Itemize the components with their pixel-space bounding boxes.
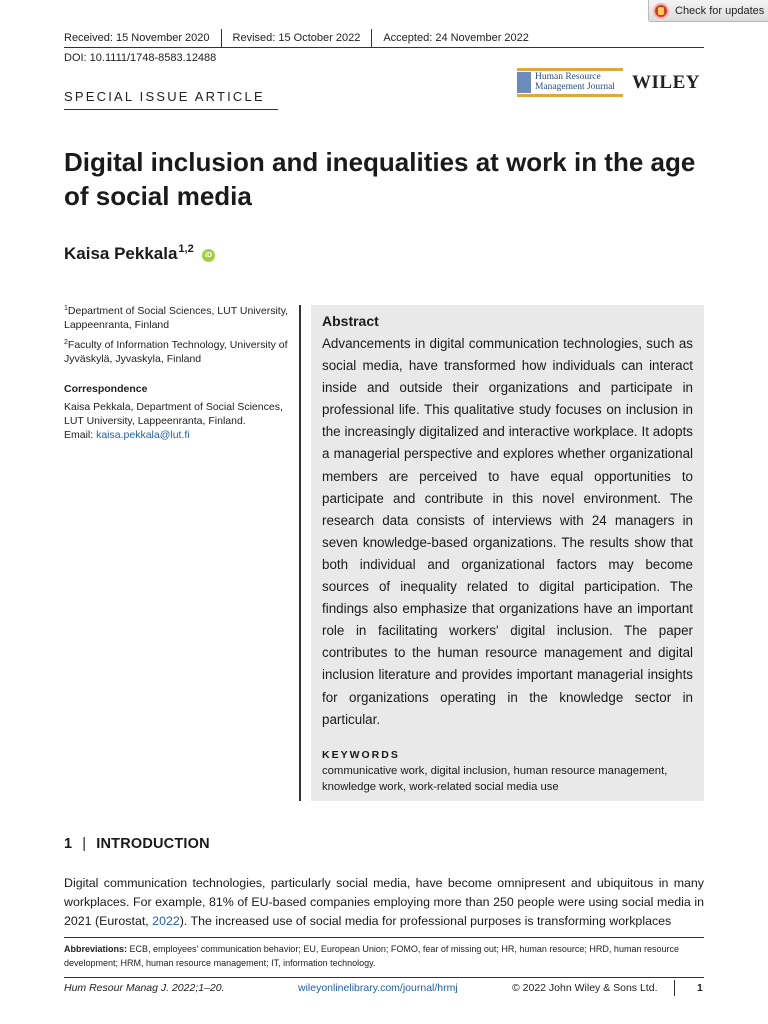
author-name[interactable] bbox=[64, 243, 194, 264]
affiliation-1 bbox=[64, 302, 292, 332]
accepted-date: Accepted: 24 November 2022 bbox=[383, 32, 529, 44]
abstract-heading: Abstract bbox=[322, 313, 379, 329]
doi: DOI: 10.1111/1748-8583.12488 bbox=[64, 52, 217, 64]
abbreviations-footnote bbox=[64, 942, 704, 970]
affiliation-mark: 2 bbox=[64, 339, 68, 346]
section-number: 1 bbox=[64, 836, 73, 852]
journal-logo-line2: Management Journal bbox=[535, 82, 615, 92]
author-affiliation-marks: 1,2 bbox=[178, 243, 194, 255]
correspondence-heading: Correspondence bbox=[64, 383, 148, 395]
date-divider bbox=[371, 29, 372, 47]
section-separator: | bbox=[82, 836, 87, 852]
footnote-rule bbox=[64, 937, 704, 938]
abstract-text: Advancements in digital communication technologies, such as social media, have transformed how individuals can interact inside and outside their organizations and participate in professional life. This qualitative study focuses on inclusion in the increasingly digitalized and interactive workplace. It adopts a managerial perspective and explores whether organizational members are perceived to have equal opportunities to participate and contribute in this novel environment. The research data consists of interviews with 24 managers in seven knowledge-based organizations. The results show that both individual and organizational factors may become sources of inequality related to digital participation. The findings also emphasize that organizations have an important role in facilitating workers' digital inclusion. The paper contributes to the human resource management and digital inclusion literature and provides important managerial insights for organizations operating in the knowledge sector in particular. bbox=[322, 336, 693, 727]
affiliation-mark: 1 bbox=[64, 305, 68, 312]
keywords: communicative work, digital inclusion, human resource management, knowledge work, work-related social media use bbox=[322, 765, 668, 793]
logo-bar bbox=[517, 94, 623, 97]
publisher-logo: WILEY bbox=[632, 72, 700, 93]
revised-date: Revised: 15 October 2022 bbox=[232, 32, 361, 44]
keywords-heading: KEYWORDS bbox=[322, 749, 400, 761]
footer-rule bbox=[64, 977, 704, 978]
check-for-updates-label: Check for updates bbox=[675, 4, 765, 17]
footnote-text: ECB, employees' communication behavior; EU, European Union; FOMO, fear of missing out; HR, human resource; HRD, human resource development; HRM, human resource management; IT, information technology. bbox=[64, 944, 679, 968]
author-name-text: Kaisa Pekkala bbox=[64, 244, 178, 263]
body-paragraph bbox=[64, 874, 704, 931]
email-link[interactable]: kaisa.pekkala@lut.fi bbox=[96, 429, 190, 441]
email-label: Email: bbox=[64, 429, 97, 441]
journal-logo bbox=[517, 68, 627, 98]
footnote-label: Abbreviations: bbox=[64, 944, 128, 954]
citation-link[interactable]: 2022 bbox=[152, 914, 180, 928]
page-number: 1 bbox=[697, 982, 703, 994]
affiliation-text: Faculty of Information Technology, University of Jyväskylä, Jyvaskyla, Finland bbox=[64, 339, 288, 365]
correspondence-block bbox=[64, 400, 294, 442]
orcid-icon[interactable]: iD bbox=[202, 249, 215, 262]
section-heading bbox=[64, 836, 210, 852]
received-date: Received: 15 November 2020 bbox=[64, 32, 210, 44]
journal-logo-line1: Human Resource bbox=[535, 72, 601, 82]
article-dates bbox=[64, 29, 704, 47]
article-type-underline bbox=[64, 109, 278, 110]
article-title: Digital inclusion and inequalities at work in the age of social media bbox=[64, 147, 696, 211]
date-divider bbox=[221, 29, 222, 47]
copyright: © 2022 John Wiley & Sons Ltd. bbox=[512, 982, 658, 994]
journal-citation: Hum Resour Manag J. 2022;1–20. bbox=[64, 982, 225, 994]
header-rule bbox=[64, 47, 704, 48]
abstract-divider bbox=[299, 305, 301, 801]
affiliation-text: Department of Social Sciences, LUT University, Lappeenranta, Finland bbox=[64, 305, 289, 331]
logo-block bbox=[517, 72, 531, 93]
journal-logo-text bbox=[535, 72, 615, 92]
paragraph-text: ). The increased use of social media for professional purposes is transforming workplaces bbox=[179, 914, 672, 928]
journal-url-link[interactable]: wileyonlinelibrary.com/journal/hrmj bbox=[298, 982, 458, 994]
crossmark-icon bbox=[653, 3, 669, 19]
footer-divider bbox=[674, 980, 675, 996]
section-title: INTRODUCTION bbox=[96, 836, 210, 852]
check-for-updates-button[interactable] bbox=[648, 0, 768, 22]
article-type: SPECIAL ISSUE ARTICLE bbox=[64, 89, 265, 104]
logo-bar bbox=[517, 68, 623, 71]
correspondence-text: Kaisa Pekkala, Department of Social Sciences, LUT University, Lappeenranta, Finland. bbox=[64, 401, 283, 427]
paragraph-text: Digital communication technologies, particularly social media, have become omnipresent and ubiquitous in many workplaces. For example, 81% of EU-based companies employing more than 250 people were using social media in 2021 (Eurostat, bbox=[64, 876, 704, 928]
affiliation-2 bbox=[64, 336, 292, 366]
